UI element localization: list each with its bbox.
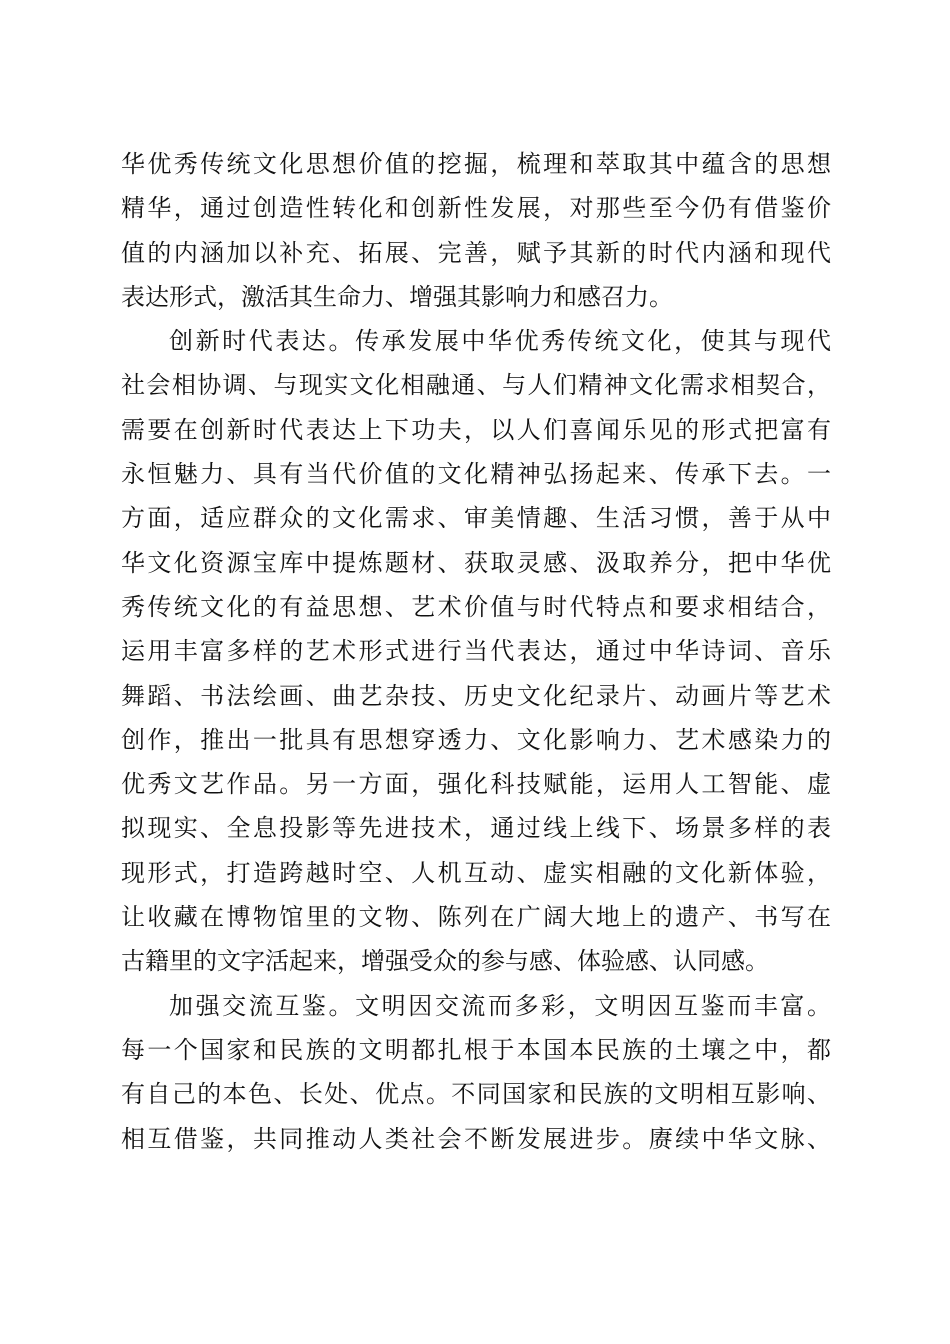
paragraph-2-line-5: 方面，适应群众的文化需求、审美情趣、生活习惯，善于从中 — [121, 504, 831, 533]
paragraph-3-line-1: 加强交流互鉴。文明因交流而多彩，文明因互鉴而丰富。 — [169, 991, 831, 1020]
paragraph-1-line-1: 华优秀传统文化思想价值的挖掘，梳理和萃取其中蕴含的思想 — [121, 150, 831, 178]
paragraph-2-line-10: 创作，推出一批具有思想穿透力、文化影响力、艺术感染力的 — [121, 725, 831, 754]
paragraph-2-line-8: 运用丰富多样的艺术形式进行当代表达，通过中华诗词、音乐 — [121, 637, 831, 666]
paragraph-2-line-6: 华文化资源宝库中提炼题材、获取灵感、汲取养分，把中华优 — [121, 548, 831, 577]
paragraph-3-line-4: 相互借鉴，共同推动人类社会不断发展进步。赓续中华文脉、 — [121, 1124, 831, 1153]
paragraph-2-line-12: 拟现实、全息投影等先进技术，通过线上线下、场景多样的表 — [121, 814, 831, 843]
paragraph-2-line-11: 优秀文艺作品。另一方面，强化科技赋能，运用人工智能、虚 — [121, 770, 831, 799]
paragraph-2-line-13: 现形式，打造跨越时空、人机互动、虚实相融的文化新体验， — [121, 858, 831, 887]
paragraph-2-line-7: 秀传统文化的有益思想、艺术价值与时代特点和要求相结合， — [121, 592, 831, 621]
body-text — [121, 142, 831, 1161]
paragraph-3-line-2: 每一个国家和民族的文明都扎根于本国本民族的土壤之中，都 — [121, 1035, 831, 1064]
paragraph-1-line-3: 值的内涵加以补充、拓展、完善，赋予其新的时代内涵和现代 — [121, 238, 831, 267]
paragraph-2-line-1: 创新时代表达。传承发展中华优秀传统文化，使其与现代 — [169, 327, 831, 356]
paragraph-2-line-3: 需要在创新时代表达上下功夫，以人们喜闻乐见的形式把富有 — [121, 415, 831, 444]
paragraph-3-line-3: 有自己的本色、长处、优点。不同国家和民族的文明相互影响、 — [121, 1080, 831, 1109]
paragraph-2-line-9: 舞蹈、书法绘画、曲艺杂技、历史文化纪录片、动画片等艺术 — [121, 681, 831, 710]
paragraph-1-line-2: 精华，通过创造性转化和创新性发展，对那些至今仍有借鉴价 — [121, 194, 831, 223]
paragraph-1-line-4: 表达形式，激活其生命力、增强其影响力和感召力。 — [121, 282, 673, 311]
paragraph-2-line-2: 社会相协调、与现实文化相融通、与人们精神文化需求相契合， — [121, 371, 831, 400]
paragraph-2-line-4: 永恒魅力、具有当代价值的文化精神弘扬起来、传承下去。一 — [121, 460, 831, 489]
paragraph-2-line-15: 古籍里的文字活起来，增强受众的参与感、体验感、认同感。 — [121, 947, 769, 976]
paragraph-2-line-14: 让收藏在博物馆里的文物、陈列在广阔大地上的遗产、书写在 — [121, 903, 831, 932]
